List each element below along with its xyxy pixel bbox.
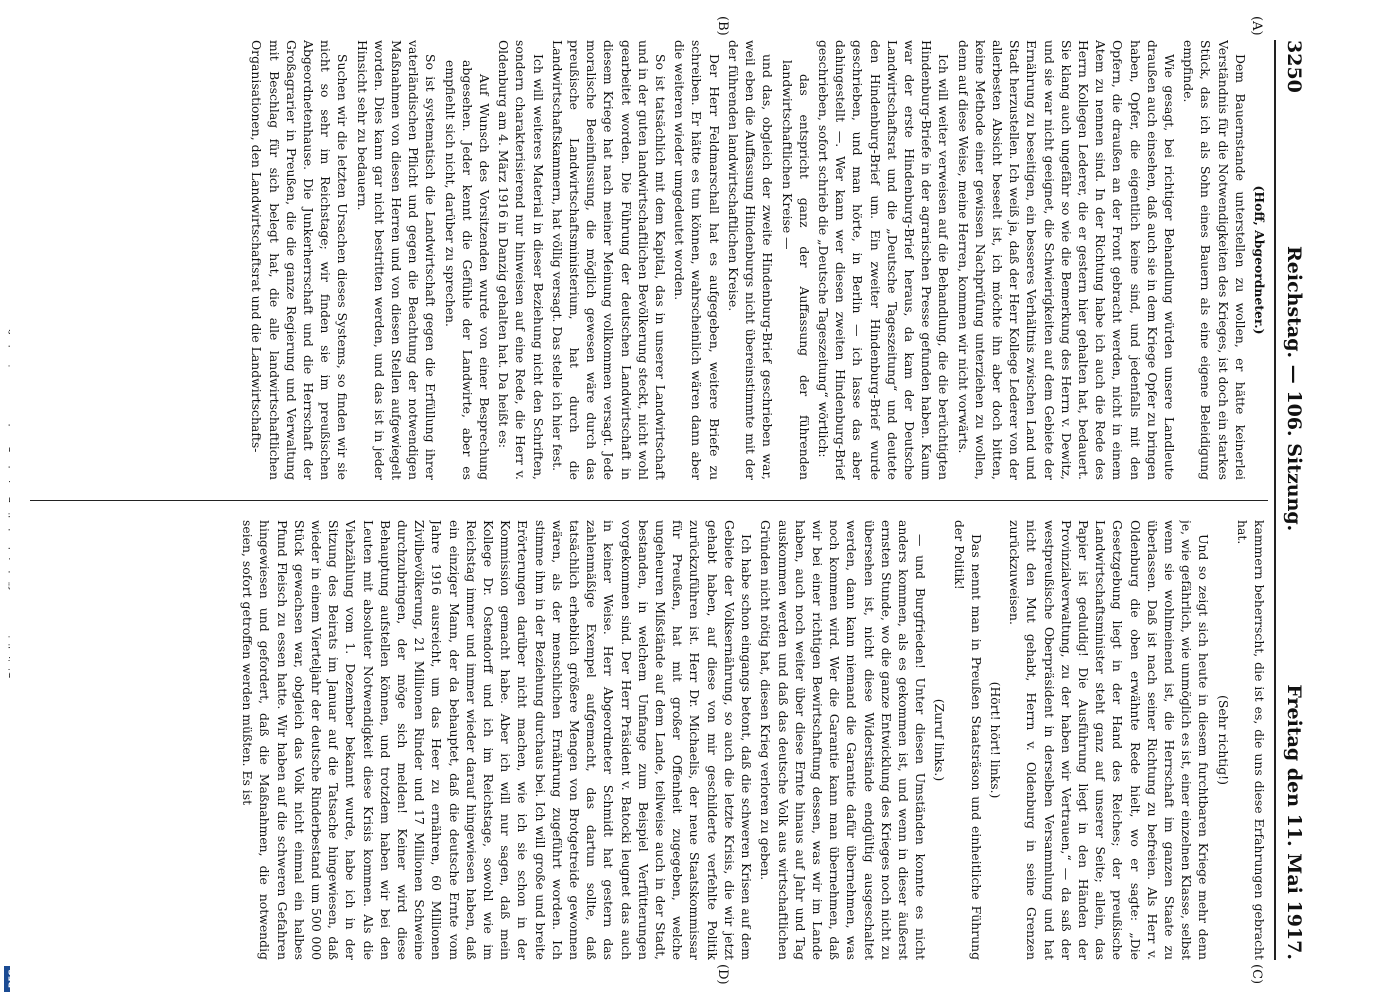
interjection: (Zuruf links.): [932, 698, 948, 782]
paragraph: Suchen wir die letzten Ursachen dieses Systems, so finden wir sie nicht so sehr im Reichstage; wir finden sie im preußischen Abgeordnetenhause. Die Junkerherrschaft und die Herrschaft der Großagrarier in Preußen, die die ganze Regierung und Verwaltung mit Beschlag für sich belegt hat, die alle landwirtschaftlichen Organisationen, den Landwirtschaftsrat und die Landwirtschafts-: [249, 40, 351, 480]
paragraph: Ich will weiter verweisen auf die Behandlung, die die berüchtigten Hindenburg-Briefe in der agrarischen Presse gefunden haben. Kaum war der erste Hindenburg-Brief heraus, da kam der Deutsche Landwirtschaftsrat und die „Deutsche Tageszeitung“ und deutete den Hindenburg-Brief um. Ein zweiter Hindenburg-Brief wurde geschrieben, und man hörte, in Berlin — ich lasse das aber dahingestellt —. Wer kann wer diesen zweiten Hindenburg-Brief geschrieben, sofort schrieb die „Deutsche Tageszeitung“ wörtlich:: [815, 40, 952, 480]
session-date: Freitag den 11. Mai 1917.: [1283, 684, 1305, 960]
paragraph: Ich habe schon eingangs betont, daß die schweren Krisen auf dem Gebiete der Volksernährung, so auch die letzte Krisis, die wir jetzt gehabt haben, auf diese von mir geschilderte verfehlte Politik zurückzuführen ist. Herr Dr. Michaelis, der neue Staatskommissar für Preußen, hat mit großer Offenheit zugegeben, welche ungeheuren Mißstände auf dem Lande, teilweise auch in der Stadt, bestanden, in welchem Umfange zum Beispiel Verfütterungen vorgekommen sind. Der Herr Präsident v. Batocki leugnet das auch in keiner Weise. Herr Abgeordneter Schmidt hat gestern das zahlenmäßige Exempel aufgemacht, das dartun sollte, daß tatsächlich erheblich größere Mengen von Brotgetreide gewonnen wären, als der menschlichen Ernährung zugeführt worden. Ich stimme ihm in der Beziehung durchaus bei. Ich will große und breite Erörterungen darüber nicht machen, wie ich sie schon in der Kommission gemacht habe. Aber ich will nur sagen, daß mein Kollege Dr. Ostendorff und ich im Reichstage, sowohl wie im Reichstag immer und immer wieder darauf hingewiesen haben, daß ein einziger Mann, der da behauptet, daß die deutsche Ernte vom Jahre 1916 ausreicht, um das Heer zu ernähren, 60 Millionen Zivilbevölkerung, 21 Millionen Rinder und 17 Millionen Schweine durchzubringen, der möge sich melden! Keiner wird diese Behauptung aufstellen können, und trotzdem haben wir bei den Leuten mit absoluter Notwendigkeit diese Krisis kommen. Als die Viehzählung vom 1. Dezember bekannt wurde, habe ich in der Sitzung des Beirats im Januar auf die Tatsache hingewiesen, daß wieder in einem Vierteljahr der deutsche Rinderbestand um 500 000 Stück gewachsen war, obgleich das Volk nicht einmal ein halbes Pfund Fleisch zu essen hatte. Wir haben auf die schweren Gefahren hingewiesen und gefordert, daß die Maßnahmen, die notwendig seien, sofort getroffen werden müßten. Es ist: [240, 520, 755, 960]
quote: Auf Wunsch des Vorsitzenden wurde von einer Besprechung abgesehen. Jeder kennt die Gefühle der Landwirte, aber es empfiehlt sich nicht, darüber zu sprechen.: [442, 60, 493, 480]
speaker-label: (Hoff, Abgeordneter.): [1252, 185, 1267, 335]
paragraph: — und Burgfrieden! Unter diesen Umständen konnte es nicht anders kommen, als es gekommen ist, und wenn in dieser äußerst ernsten Stunde, wo die ganze Entwicklung des Krieges noch nicht zu übersehen ist, nicht diese Widerstände endgültig ausgeschaltet werden, dann kann niemand die Garantie dafür übernehmen, was noch kommen wird. Wer die Garantie kann man übernehmen, daß wir bei einer richtigen Bewirtschaftung dessen, was wir im Lande haben, auch noch weiter über diese Ernte hinaus auf Jahr und Tag auskommen werden und daß das deutsche Volk aus wirtschaftlichen Gründen nicht nötig hat, diesen Krieg verloren zu geben.: [758, 520, 929, 960]
left-column: [30, 40, 1268, 480]
interjection: (Hört! hört! links.): [987, 681, 1003, 799]
newspaper-page: [10, 0, 1330, 1000]
paragraph: Das nennt man in Preußen Staatsräson und einheitliche Führung der Politik!: [951, 520, 984, 960]
right-column: [30, 520, 1268, 960]
margin-mark-b: (B): [715, 16, 730, 36]
paragraph: kammern beherrscht, die ist es, die uns diese Erfahrungen gebracht hat.: [1234, 520, 1267, 960]
paragraph: So ist tatsächlich mit dem Kapital, das in unserer Landwirtschaft und in der guten landwirtschaftlichen Bevölkerung steckt, nicht wohl gearbeitet worden. Die Führung der deutschen Landwirtschaft in diesem Kriege hat nach meiner Meinung vollkommen versagt. Jede moralische Beeinflussung, die möglich gewesen wäre durch das preußische Landwirtschaftsministerium, hat durch die Landwirtschaftskammern, hat völlig versagt. Das stelle ich hier fest.: [549, 40, 669, 480]
margin-mark-a: (A): [1249, 16, 1264, 36]
page-number: 3250: [1283, 40, 1305, 93]
paragraph: So ist systematisch die Landwirtschaft gegen die Erfüllung ihrer vaterländischen Pflicht und gegen die Beachtung der notwendigen Maßnahmen von diesen Herren und von diesen Stellen aufgewiegelt worden. Dies kann gar nicht bestritten werden, und das ist in jeder Hinsicht sehr zu bedauern.: [354, 40, 439, 480]
paragraph: Dem Bauernstande unterstellen zu wollen, er hätte keinerlei Verständnis für die Notwendigkeiten des Krieges, ist doch ein starkes Stück, das ich als Sohn eines Bauern als eine eigene Beleidigung empfinde.: [1181, 40, 1248, 480]
quote: das entspricht ganz der Auffassung der führenden landwirtschaftlichen Kreise —: [779, 60, 812, 480]
margin-mark-c: (C): [1249, 964, 1264, 985]
paragraph: Wie gesagt, bei richtiger Behandlung würden unsere Landleute draußen auch einsehen, daß auch sie in dem Kriege Opfer zu bringen haben, Opfer, die eigentlich keine sind, und jedenfalls mit den Opfern, die draußen an der Front gebracht werden, nicht in einem Atem zu nennen sind. In der Richtung habe ich auch die Rede des Herrn Kollegen Lederer, die er gestern hier gehalten hat, bedauert. Sie klang auch ungefähr so wie die Bemerkung des Herrn v. Dewitz, und sie war nicht geeignet, die Schwierigkeiten auf dem Gebiete der Ernährung zu beseitigen, ein besseres Verhältnis zwischen Land und Stadt herzustellen. Ich weiß ja, daß der Herr Kollege Lederer von der allerbesten Absicht beseelt ist, ich möchte ihn aber doch bitten, keine Methode einer gewissen Nachprüfung unterziehen zu wollen, denn auf diese Weise, meine Herren, kommen wir nicht vorwärts.: [955, 40, 1177, 480]
column-divider: [30, 500, 1268, 501]
session-title: Reichstag. — 106. Sitzung.: [1283, 245, 1305, 532]
interjection: (Sehr richtig!): [1215, 695, 1231, 785]
paragraph: Und so zeigt sich heute in diesem furchtbaren Kriege mehr denn je, wie gefährlich, wie unmöglich es ist, einer einzelnen Klasse, selbst wenn sie wohlmeinend ist, die Herrschaft im ganzen Staate zu überlassen. Daß ist nach seiner Richtung zu befreien. Als Herr v. Oldenburg die oben erwähnte Rede hielt, wo er sagte: „Die Gesetzgebung liegt in der Hand des Reiches; der preußische Landwirtschaftsminister steht ganz auf unserer Seite; allein, das Papier ist geduldig! Die Ausführung liegt in den Händen der Provinzialverwaltung, zu der haben wir Vertrauen,“ — da saß der westpreußische Oberpräsident in derselben Versammlung und hat nicht den Mut gehabt, Herrn v. Oldenburg in seine Grenzen zurückzuweisen.: [1007, 520, 1212, 960]
paragraph: Der Herr Feldmarschall hat es aufgegeben, weitere Briefe zu schreiben. Er hätte es tun können, wahrscheinlich wären dann aber die weiteren wieder umgedeutet worden.: [672, 40, 722, 480]
margin-mark-d: (D): [715, 964, 730, 985]
paragraph: und das, obgleich der zweite Hindenburg-Brief geschrieben war, weil eben die Auffassung Hindenburgs nicht übereinstimmte mit der der führenden landwirtschaftlichen Kreise.: [725, 40, 776, 480]
paragraph: Ich will weiteres Material in dieser Beziehung nicht den Schriften, sondern charakterisierend nur hinweisen auf eine Rede, die Herr v. Oldenburg am 4. März 1916 in Danzig gehalten hat. Da heißt es:: [496, 40, 546, 480]
page-header: [1274, 40, 1312, 960]
